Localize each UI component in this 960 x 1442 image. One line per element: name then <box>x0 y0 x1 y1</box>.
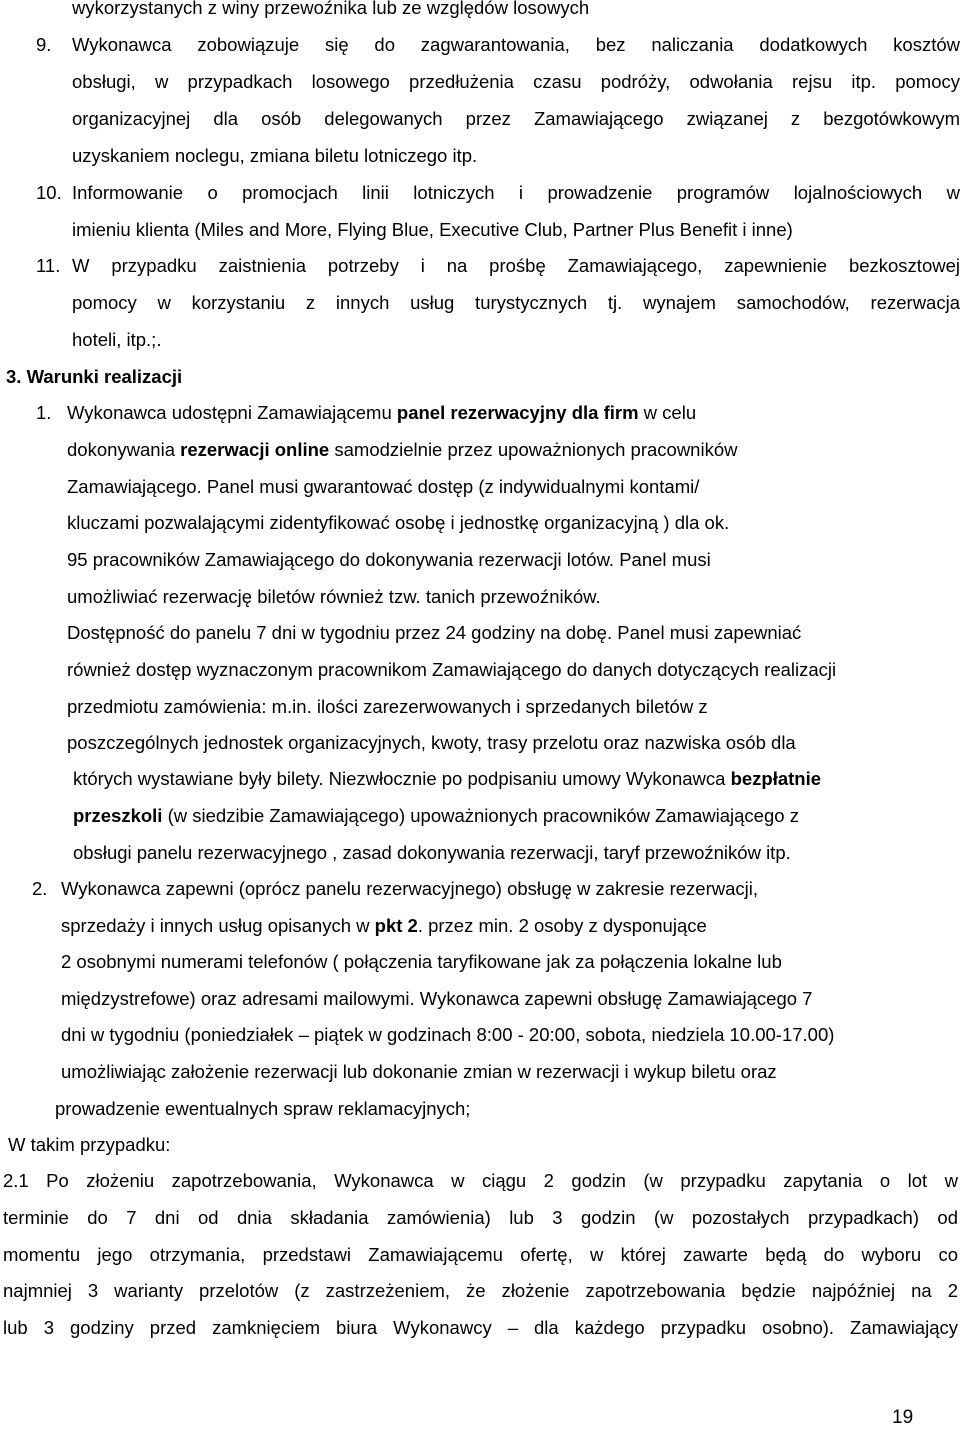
para-2-1-line-4: najmniej 3 warianty przelotów (z zastrzeżeniem, że złożenie zapotrzebowania będzie najpóźniej na 2 <box>3 1280 958 1301</box>
condition-2-line-4: międzystrefowe) oraz adresami mailowymi. Wykonawca zapewni obsługę Zamawiającego 7 <box>61 988 813 1009</box>
page-number: 19 <box>892 1407 914 1428</box>
condition-1-line-13: obsługi panelu rezerwacyjnego , zasad dokonywania rezerwacji, taryf przewoźników itp. <box>73 842 791 863</box>
train-bold-text: przeszkoli <box>73 805 163 826</box>
item-9-number: 9. <box>36 34 52 55</box>
condition-2-line-6: umożliwiając założenie rezerwacji lub dokonanie zmian w rezerwacji i wykup biletu oraz <box>61 1061 777 1082</box>
condition-2-line-2: sprzedaży i innych usług opisanych w pkt 2. przez min. 2 osoby z dysponujące <box>61 915 707 936</box>
section-3-heading: 3. Warunki realizacji <box>6 366 183 387</box>
item-10-line-1: Informowanie o promocjach linii lotniczych i prowadzenie programów lojalnościowych w <box>72 182 960 203</box>
item-11-line-1: W przypadku zaistnienia potrzeby i na prośbę Zamawiającego, zapewnienie bezkosztowej <box>72 255 960 276</box>
condition-1-number: 1. <box>36 402 52 423</box>
condition-1-line-3: Zamawiającego. Panel musi gwarantować dostęp (z indywidualnymi kontami/ <box>67 476 700 497</box>
condition-1-line-4: kluczami pozwalającymi zidentyfikować osobę i jednostkę organizacyjną ) dla ok. <box>67 512 730 533</box>
item-9-line-2: obsługi, w przypadkach losowego przedłużenia czasu podróży, odwołania rejsu itp. pomocy <box>72 71 960 92</box>
item-9-line-3: organizacyjnej dla osób delegowanych przez Zamawiającego związanej z bezgotówkowym <box>72 108 960 129</box>
item-11-number: 11. <box>36 255 61 276</box>
condition-1-line-5: 95 pracowników Zamawiającego do dokonywania rezerwacji lotów. Panel musi <box>67 549 711 570</box>
free-training-bold-text: bezpłatnie <box>730 768 822 789</box>
continuation-line: wykorzystanych z winy przewoźnika lub ze względów losowych <box>72 0 590 18</box>
online-bold-text: rezerwacji online <box>180 439 330 460</box>
condition-1-line-12: przeszkoli (w siedzibie Zamawiającego) upoważnionych pracowników Zamawiającego z <box>73 805 799 826</box>
item-11-line-2: pomocy w korzystaniu z innych usług turystycznych tj. wynajem samochodów, rezerwacja <box>72 292 960 313</box>
w-takim-przypadku: W takim przypadku: <box>8 1134 171 1155</box>
condition-2-number: 2. <box>32 878 48 899</box>
condition-1-line-1: Wykonawca udostępni Zamawiającemu panel rezerwacyjny dla firm w celu <box>67 402 697 423</box>
condition-1-line-10: poszczególnych jednostek organizacyjnych, kwoty, trasy przelotu oraz nazwiska osób dla <box>67 732 796 753</box>
item-9-line-1: Wykonawca zobowiązuje się do zagwarantowania, bez naliczania dodatkowych kosztów <box>72 34 960 55</box>
condition-2-line-1: Wykonawca zapewni (oprócz panelu rezerwacyjnego) obsługę w zakresie rezerwacji, <box>61 878 758 899</box>
pkt-bold-text: pkt 2 <box>374 915 418 936</box>
condition-1-line-11: których wystawiane były bilety. Niezwłocznie po podpisaniu umowy Wykonawca bezpłatnie <box>73 768 822 789</box>
condition-2-line-5: dni w tygodniu (poniedziałek – piątek w godzinach 8:00 - 20:00, sobota, niedziela 10.00-17.00) <box>61 1024 835 1045</box>
para-2-1-line-5: lub 3 godziny przed zamknięciem biura Wykonawcy – dla każdego przypadku osobno). Zamawiający <box>3 1317 958 1338</box>
item-10-line-2: imieniu klienta (Miles and More, Flying Blue, Executive Club, Partner Plus Benefit i inne) <box>72 219 793 240</box>
condition-2-line-7: prowadzenie ewentualnych spraw reklamacyjnych; <box>55 1098 471 1119</box>
item-11-line-3: hoteli, itp.;. <box>72 329 162 350</box>
para-2-1-line-2: terminie do 7 dni od dnia składania zamówienia) lub 3 godzin (w pozostałych przypadkach) od <box>3 1207 958 1228</box>
condition-1-line-2: dokonywania rezerwacji online samodzielnie przez upoważnionych pracowników <box>67 439 738 460</box>
condition-1-line-8: również dostęp wyznaczonym pracownikom Zamawiającego do danych dotyczących realizacji <box>67 659 837 680</box>
item-9-line-4: uzyskaniem noclegu, zmiana biletu lotniczego itp. <box>72 145 478 166</box>
item-10-number: 10. <box>36 182 62 203</box>
condition-2-line-3: 2 osobnymi numerami telefonów ( połączenia taryfikowane jak za połączenia lokalne lub <box>61 951 782 972</box>
condition-1-line-7: Dostępność do panelu 7 dni w tygodniu przez 24 godziny na dobę. Panel musi zapewniać <box>67 622 802 643</box>
panel-bold-text: panel rezerwacyjny dla firm <box>396 402 639 423</box>
para-2-1-line-1: 2.1 Po złożeniu zapotrzebowania, Wykonawca w ciągu 2 godzin (w przypadku zapytania o lot w <box>3 1170 958 1191</box>
para-2-1-line-3: momentu jego otrzymania, przedstawi Zamawiającemu ofertę, w której zawarte będą do wyboru co <box>3 1244 958 1265</box>
condition-1-line-6: umożliwiać rezerwację biletów również tzw. tanich przewoźników. <box>67 586 601 607</box>
condition-1-line-9: przedmiotu zamówienia: m.in. ilości zarezerwowanych i sprzedanych biletów z <box>67 696 708 717</box>
